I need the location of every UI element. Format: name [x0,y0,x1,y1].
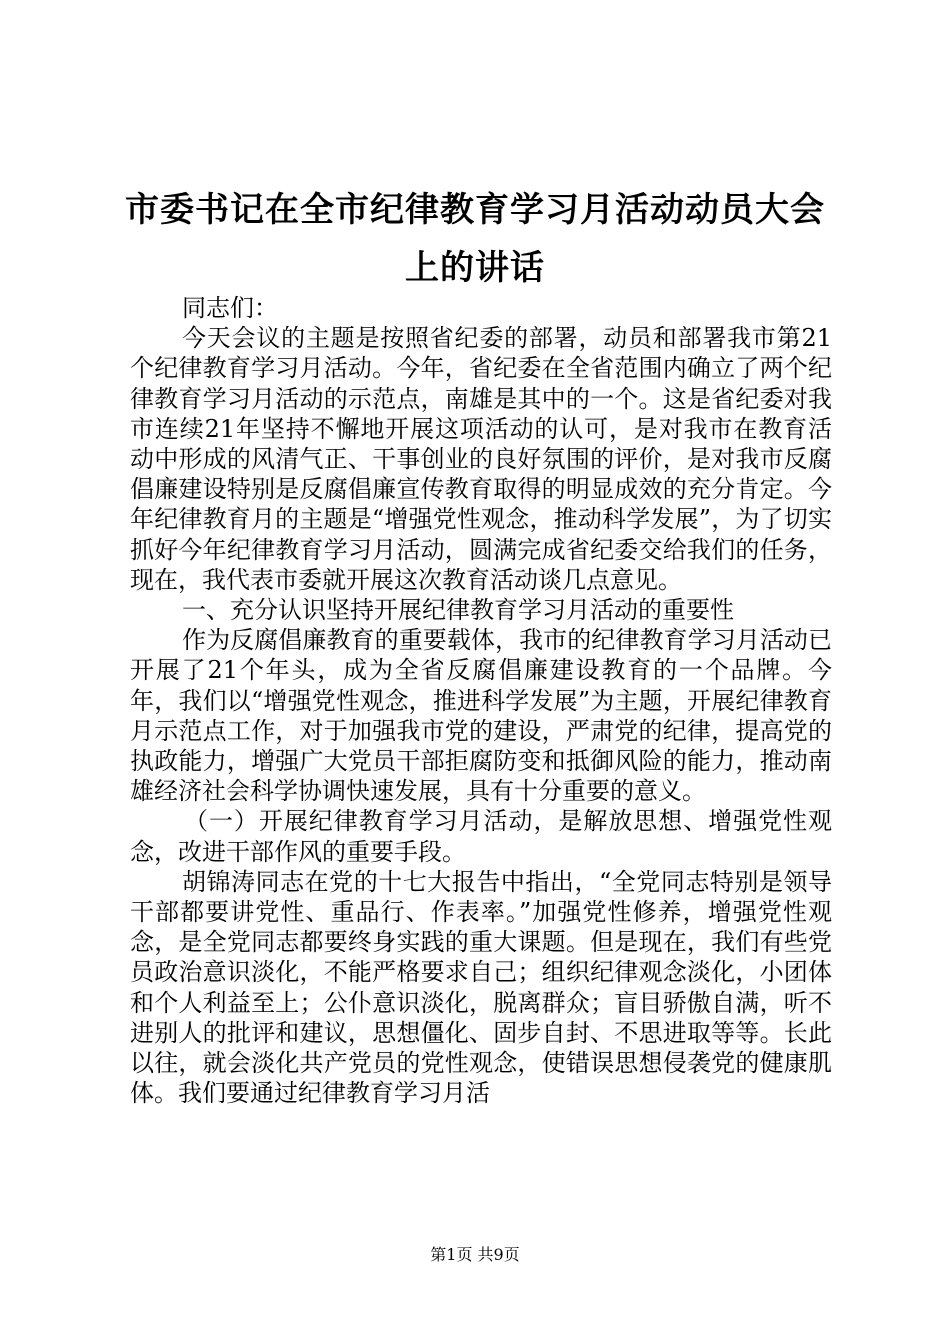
paragraph: 胡锦涛同志在党的十七大报告中指出，“全党同志特别是领导干部都要讲党性、重品行、作表率。”加强党性修养，增强党性观念，是全党同志都要终身实践的重大课题。但是现在，我们有些党员政治意识淡化，不能严格要求自己；组织纪律观念淡化，小团体和个人利益至上；公仆意识淡化，脱离群众；盲目骄傲自满，听不进别人的批评和建议，思想僵化、固步自封、不思进取等等。长此以往，就会淡化共产党员的党性观念，使错误思想侵袭党的健康肌体。我们要通过纪律教育学习月活 [130,867,832,1108]
paragraph-salutation: 同志们： [182,294,278,322]
paragraph: 作为反腐倡廉教育的重要载体，我市的纪律教育学习月活动已开展了21个年头，成为全省反腐倡廉建设教育的一个品牌。今年，我们以“增强党性观念，推进科学发展”为主题，开展纪律教育月示范点工作，对于加强我市党的建设，严肃党的纪律，提高党的执政能力，增强广大党员干部拒腐防变和抵御风险的能力，推动南雄经济社会科学协调快速发展，具有十分重要的意义。 [130,626,832,806]
page-footer: 第1页 共9页 [430,1245,520,1264]
paragraph: 今天会议的主题是按照省纪委的部署，动员和部署我市第21个纪律教育学习月活动。今年，省纪委在全省范围内确立了两个纪律教育学习月活动的示范点，南雄是其中的一个。这是省纪委对我市连续21年坚持不懈地开展这项活动的认可，是对我市在教育活动中形成的风清气正、干事创业的良好氛围的评价，是对我市反腐倡廉建设特别是反腐倡廉宣传教育取得的明显成效的充分肯定。今年纪律教育月的主题是“增强党性观念，推动科学发展”，为了切实抓好今年纪律教育学习月活动，圆满完成省纪委交给我们的任务，现在，我代表市委就开展这次教育活动谈几点意见。 [130,324,832,594]
subsection-heading: （一）开展纪律教育学习月活动，是解放思想、增强党性观念，改进干部作风的重要手段。 [130,807,832,866]
document-title-line-2: 上的讲话 [405,248,545,288]
document-body [130,293,832,1108]
section-heading: 一、充分认识坚持开展纪律教育学习月活动的重要性 [182,596,734,625]
document-title-line-1: 市委书记在全市纪律教育学习月活动动员大会 [125,190,825,230]
